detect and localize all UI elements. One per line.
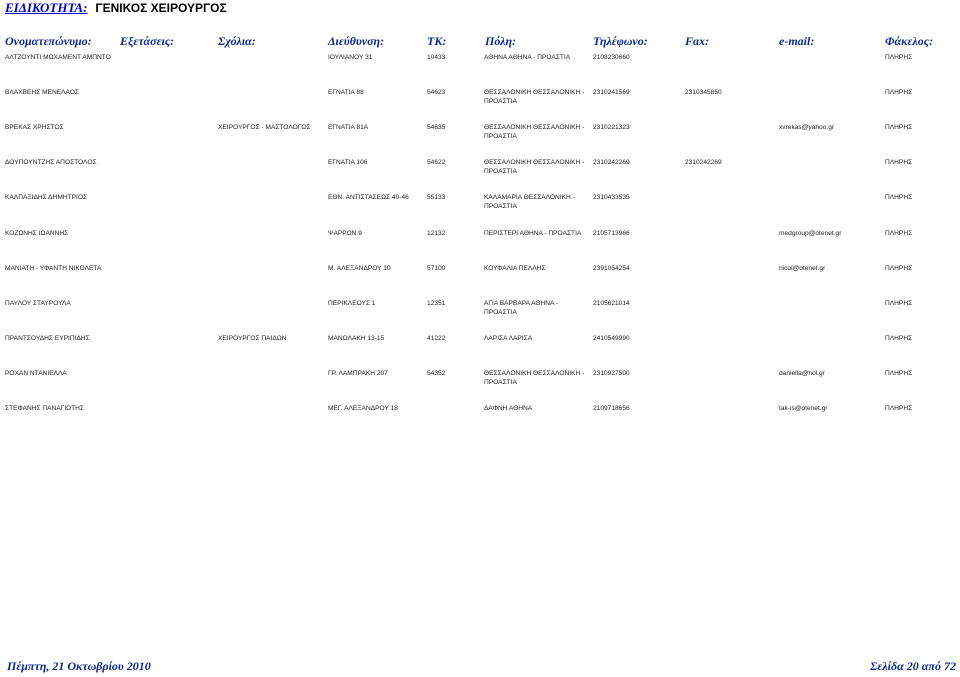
cell-folder: ΠΛΗΡΗΣ bbox=[885, 159, 913, 166]
cell-folder: ΠΛΗΡΗΣ bbox=[885, 300, 913, 307]
footer-date: Πέμπτη, 21 Οκτωβρίου 2010 bbox=[7, 659, 151, 673]
cell-phone: 2310241569 bbox=[593, 89, 630, 96]
cell-tk: 54352 bbox=[427, 370, 446, 377]
cell-city: ΛΑΡΙΣΑ ΛΑΡΙΣΑ bbox=[484, 335, 533, 342]
cell-name: ΚΑΛΠΑΞΙΔΗΣ ΔΗΜΗΤΡΙΟΣ bbox=[5, 194, 88, 201]
cell-name: ΠΡΑΝΤΣΟΥΔΗΣ ΕΥΡΙΠΙΔΗΣ bbox=[5, 335, 90, 342]
cell-city: ΘΕΣΣΑΛΟΝΙΚΗ ΘΕΣΣΑΛΟΝΙΚΗ - ΠΡΟΑΣΤΙΑ bbox=[484, 124, 585, 140]
col-phone-header: Τηλέφωνο: bbox=[593, 34, 648, 48]
cell-fax: 2310242269 bbox=[685, 159, 722, 166]
cell-phone: 2310927500 bbox=[593, 370, 630, 377]
col-fax-header: Fax: bbox=[685, 34, 709, 48]
cell-phone: 2108230660 bbox=[593, 54, 630, 61]
cell-folder: ΠΛΗΡΗΣ bbox=[885, 265, 913, 272]
col-notes-header: Σχόλια: bbox=[218, 34, 256, 48]
cell-phone: 2391054254 bbox=[593, 265, 630, 272]
col-city-header: Πόλη: bbox=[485, 34, 517, 48]
cell-folder: ΠΛΗΡΗΣ bbox=[885, 335, 913, 342]
cell-phone: 2105621014 bbox=[593, 300, 630, 307]
cell-name: ΑΛΤΖΟΥΝΤΙ ΜΩΧΑΜΕΝΤ ΑΜΠΝΤΟ bbox=[5, 54, 111, 61]
col-folder-header: Φάκελος: bbox=[885, 34, 934, 48]
cell-email[interactable]: xvrekas@yahoo.gr bbox=[779, 124, 835, 131]
specialty-label: ΕΙΔΙΚΟΤΗΤΑ: bbox=[5, 0, 88, 15]
cell-city: ΑΓΙΑ ΒΑΡΒΑΡΑ ΑΘΗΝΑ - ΠΡΟΑΣΤΙΑ bbox=[484, 300, 559, 316]
cell-folder: ΠΛΗΡΗΣ bbox=[885, 370, 913, 377]
cell-name: ΣΤΕΦΑΝΗΣ ΠΑΝΑΓΙΩΤΗΣ bbox=[5, 405, 84, 412]
cell-city: ΚΟΥΦΑΛΙΑ ΠΕΛΛΗΣ bbox=[484, 265, 546, 272]
cell-address: ΕΘΝ. ΑΝΤΙΣΤΑΣΕΩΣ 40-46 bbox=[328, 194, 409, 201]
cell-address: ΙΟΥΛΙΑΝΟΥ 31 bbox=[328, 54, 373, 61]
cell-tk: 54623 bbox=[427, 89, 446, 96]
cell-phone: 2410549990 bbox=[593, 335, 630, 342]
cell-address: ΠΕΡΙΚΛΕΟΥΣ 1 bbox=[328, 300, 376, 307]
page-header bbox=[5, 0, 227, 16]
cell-name: ΒΛΑΧΒΕΗΣ ΜΕΝΕΛΑΟΣ bbox=[5, 89, 79, 96]
cell-email[interactable]: tak-is@otenet.gr bbox=[779, 405, 828, 412]
footer-page-number: Σελίδα 20 από 72 bbox=[870, 659, 956, 673]
cell-phone: 2310221323 bbox=[593, 124, 630, 131]
cell-folder: ΠΛΗΡΗΣ bbox=[885, 194, 913, 201]
cell-name: ΚΟΖΩΝΗΣ ΙΩΑΝΝΗΣ bbox=[5, 230, 69, 237]
cell-name: ΡΟΧΑΝ ΝΤΑΝΙΕΛΛΑ bbox=[5, 370, 67, 377]
cell-city: ΘΕΣΣΑΛΟΝΙΚΗ ΘΕΣΣΑΛΟΝΙΚΗ - ΠΡΟΑΣΤΙΑ bbox=[484, 370, 585, 386]
cell-city: ΠΕΡΙΣΤΕΡΙ ΑΘΗΝΑ - ΠΡΟΑΣΤΙΑ bbox=[484, 230, 582, 237]
cell-email[interactable]: medgroup@otenet.gr bbox=[779, 230, 842, 237]
cell-name: ΒΡΕΚΑΣ ΧΡΗΣΤΟΣ bbox=[5, 124, 64, 131]
cell-tk: 55133 bbox=[427, 194, 446, 201]
cell-tk: 54622 bbox=[427, 159, 446, 166]
specialty-value: ΓΕΝΙΚΟΣ ΧΕΙΡΟΥΡΓΟΣ bbox=[95, 1, 227, 15]
cell-fax: 2310345850 bbox=[685, 89, 722, 96]
cell-name: ΠΑΥΛΟΥ ΣΤΑΥΡΟΥΛΑ bbox=[5, 300, 71, 307]
cell-tk: 12132 bbox=[427, 230, 446, 237]
cell-tk: 10433 bbox=[427, 54, 446, 61]
cell-name: ΔΟΥΠΟΥΝΤΖΗΣ ΑΠΟΣΤΟΛΟΣ bbox=[5, 159, 97, 166]
cell-address: Μ. ΑΛΕΞΑΝΔΡΟΥ 10 bbox=[328, 265, 391, 272]
col-email-header: e-mail: bbox=[779, 34, 815, 48]
cell-address: ΕΓΝΑΤΙΑ 81Α bbox=[328, 124, 369, 131]
cell-phone: 2310433535 bbox=[593, 194, 630, 201]
cell-email[interactable]: nicol@otenet.gr bbox=[779, 265, 826, 272]
cell-city: ΚΑΛΑΜΑΡΙΑ ΘΕΣΣΑΛΟΝΙΚΗ - ΠΡΟΑΣΤΙΑ bbox=[484, 194, 575, 210]
cell-tk: 57100 bbox=[427, 265, 446, 272]
col-address-header: Διεύθυνση: bbox=[328, 34, 385, 48]
cell-tk: 12351 bbox=[427, 300, 446, 307]
cell-phone: 2310242269 bbox=[593, 159, 630, 166]
cell-folder: ΠΛΗΡΗΣ bbox=[885, 230, 913, 237]
cell-address: ΓΡ. ΛΑΜΠΡΑΚΗ 207 bbox=[328, 370, 388, 377]
cell-email[interactable]: daniella@hol.gr bbox=[779, 370, 825, 377]
cell-address: ΜΑΝΩΛΑΚΗ 13-15 bbox=[328, 335, 385, 342]
cell-folder: ΠΛΗΡΗΣ bbox=[885, 405, 913, 412]
cell-address: ΕΓΝΑΤΙΑ 88 bbox=[328, 89, 364, 96]
cell-address: ΜΕΓ. ΑΛΕΞΑΝΔΡΟΥ 18 bbox=[328, 405, 398, 412]
cell-folder: ΠΛΗΡΗΣ bbox=[885, 54, 913, 61]
cell-phone: 2109718656 bbox=[593, 405, 630, 412]
cell-folder: ΠΛΗΡΗΣ bbox=[885, 89, 913, 96]
cell-tk: 41222 bbox=[427, 335, 446, 342]
cell-folder: ΠΛΗΡΗΣ bbox=[885, 124, 913, 131]
cell-city: ΔΑΦΝΗ ΑΘΗΝΑ bbox=[484, 405, 533, 412]
cell-city: ΘΕΣΣΑΛΟΝΙΚΗ ΘΕΣΣΑΛΟΝΙΚΗ - ΠΡΟΑΣΤΙΑ bbox=[484, 159, 585, 175]
cell-address: ΨΑΡΡΩΝ 9 bbox=[328, 230, 362, 237]
col-name-header: Ονοματεπώνυμο: bbox=[5, 34, 92, 48]
cell-city: ΑΘΗΝΑ ΑΘΗΝΑ - ΠΡΟΑΣΤΙΑ bbox=[484, 54, 571, 61]
col-exams-header: Εξετάσεις: bbox=[120, 34, 175, 48]
cell-phone: 2105713966 bbox=[593, 230, 630, 237]
cell-city: ΘΕΣΣΑΛΟΝΙΚΗ ΘΕΣΣΑΛΟΝΙΚΗ - ΠΡΟΑΣΤΙΑ bbox=[484, 89, 585, 105]
cell-notes: ΧΕΙΡΟΥΡΓΟΣ ΠΑΙΔΩΝ bbox=[218, 335, 287, 342]
col-tk-header: ΤΚ: bbox=[427, 34, 447, 48]
cell-tk: 54635 bbox=[427, 124, 446, 131]
cell-notes: ΧΕΙΡΟΥΡΓΟΣ - ΜΑΣΤΟΛΟΓΟΣ bbox=[218, 124, 311, 131]
cell-address: ΕΓΝΑΤΙΑ 106 bbox=[328, 159, 368, 166]
cell-name: ΜΑΝΙΑΤΗ - ΥΦΑΝΤΗ ΝΙΚΟΛΕΤΑ bbox=[5, 265, 102, 272]
